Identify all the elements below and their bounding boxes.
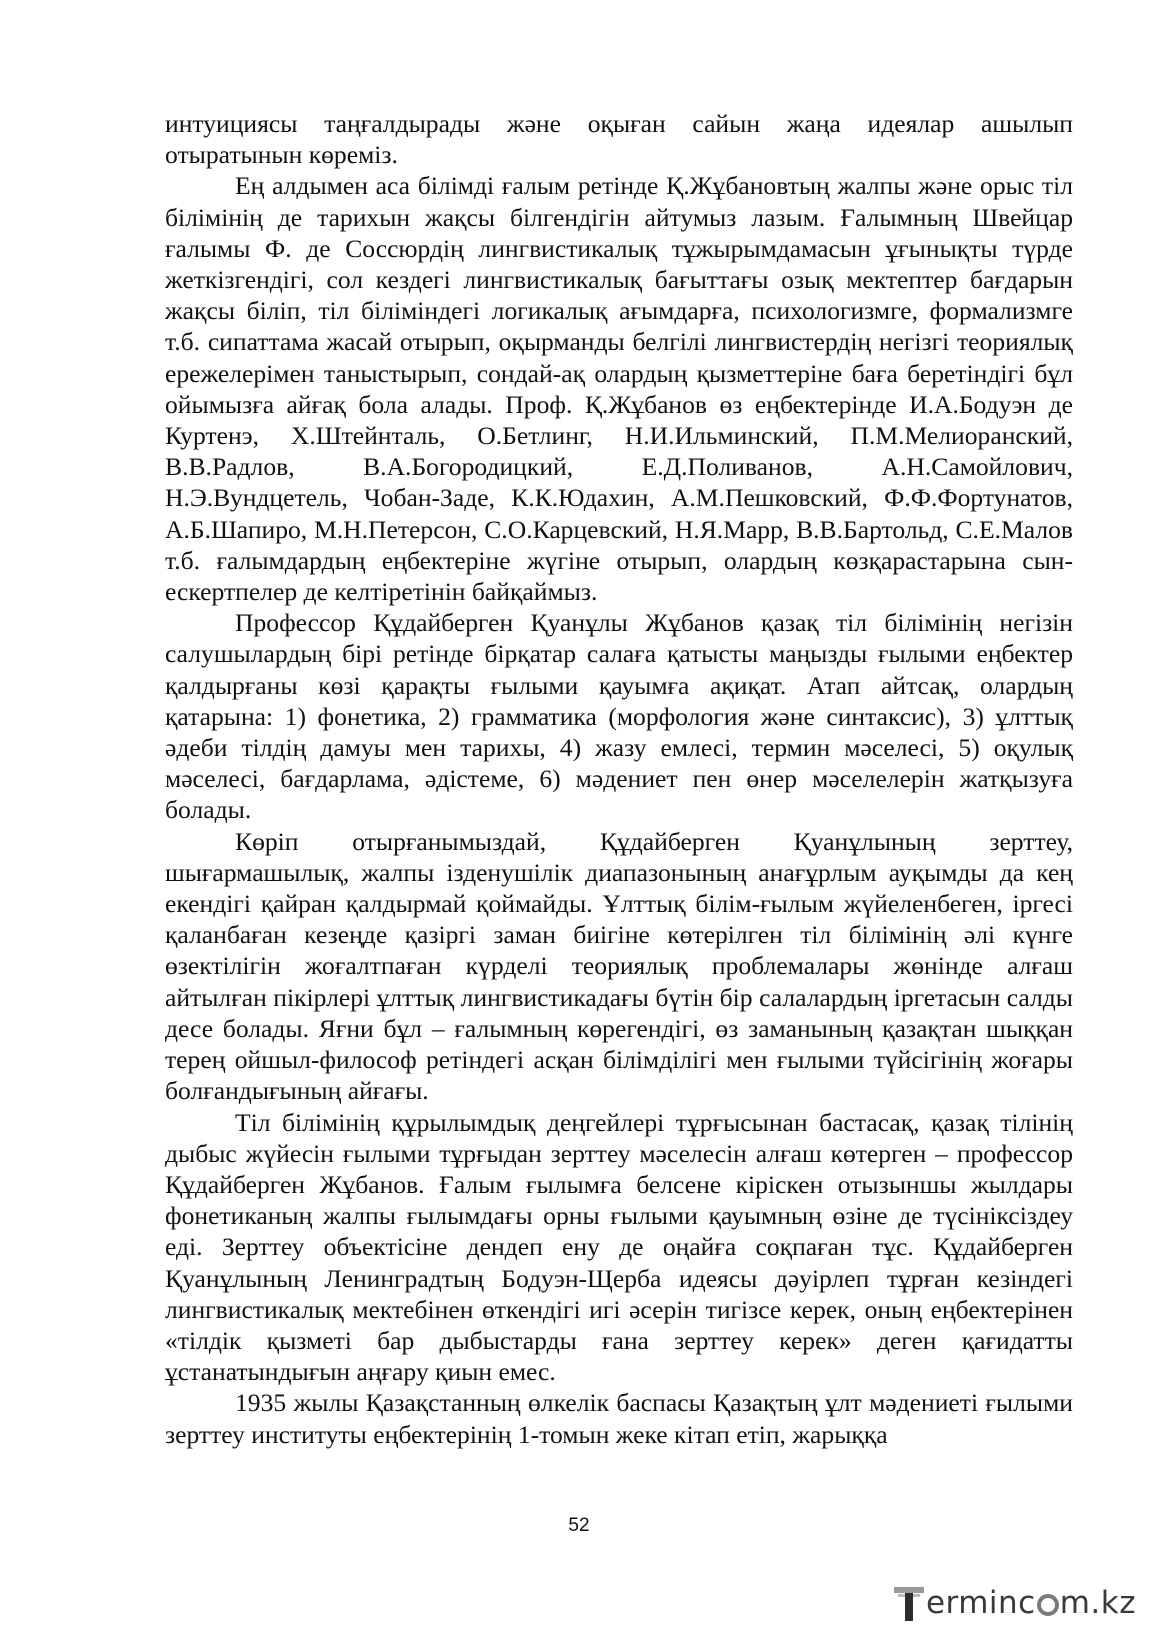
- terminology-t-logo-icon: [894, 1583, 924, 1623]
- paragraph-6: 1935 жылы Қазақстанның өлкелік баспасы Қазақтың ұлт мәдениеті ғылыми зерттеу институты еңбектерінің 1-томын жеке кітап етіп, жарыққа: [165, 1388, 1073, 1449]
- watermark-text-part-3: m.kz: [1059, 1585, 1136, 1621]
- paragraph-5: Тіл білімінің құрылымдық деңгейлері тұрғысынан бастасақ, қазақ тілінің дыбыс жүйесін ғылыми тұрғыдан зерттеу мәселесін алғаш көтерген – профессор Құдайберген Жұбанов. Ғалым ғылымға белсене кіріскен отызыншы жылдары фонетиканың жалпы ғылымдағы орны ғылыми қауымның өзіне де түсініксіздеу еді. Зерттеу объектісіне дендеп ену де оңайға соқпаған тұс. Құдайберген Қуанұлының Ленинградтың Бодуэн-Щерба идеясы дәуірлеп тұрған кезіндегі лингвистикалық мектебінен өткендігі игі әсерін тигізсе керек, оның еңбектерінен «тілдік қызметі бар дыбыстарды ғана зерттеу керек» деген қағидатты ұстанатындығын аңғару қиын емес.: [165, 1107, 1073, 1387]
- termincom-watermark: [894, 1579, 1136, 1627]
- ring-o-logo-icon: [1037, 1594, 1059, 1616]
- watermark-text-part-2: c: [1018, 1585, 1036, 1621]
- paragraph-3: Профессор Құдайберген Қуанұлы Жұбанов қазақ тіл білімінің негізін салушылардың бірі ретінде бірқатар салаға қатысты маңызды ғылыми еңбектер қалдырғаны көзі қарақты ғылыми қауымға ақиқат. Атап айтсақ, олардың қатарына: 1) фонетика, 2) грамматика (морфология және синтаксис), 3) ұлттық әдеби тілдің дамуы мен тарихы, 4) жазу емлесі, термин мәселесі, 5) оқулық мәселесі, бағдарлама, әдістеме, 6) мәдениет пен өнер мәселелерін жатқызуға болады.: [165, 608, 1073, 825]
- watermark-text-part-1: ermin: [925, 1585, 1019, 1621]
- body-text: [165, 108, 1073, 1450]
- paragraph-1: интуициясы таңғалдырады және оқыған сайын жаңа идеялар ашылып отыратынын көреміз.: [165, 109, 1073, 170]
- paragraph-2: Ең алдымен аса білімді ғалым ретінде Қ.Жұбановтың жалпы және орыс тіл білімінің де тарихын жақсы білгендігін айтумыз лазым. Ғалымның Швейцар ғалымы Ф. де Соссюрдің лингвистикалық тұжырымдамасын ұғынықты түрде жеткізгендігі, сол кездегі лингвистикалық бағыттағы озық мектептер бағдарын жақсы біліп, тіл біліміндегі логикалық ағымдарға, психологизмге, формализмге т.б. сипаттама жасай отырып, оқырманды белгілі лингвистердің негізгі теориялық ережелерімен таныстырып, сондай-ақ олардың қызметтеріне баға беретіндігі бұл ойымызға айғақ бола алады. Проф. Қ.Жұбанов өз еңбектерінде И.А.Бодуэн де Куртенэ, Х.Штейнталь, О.Бетлинг, Н.И.Ильминский, П.М.Мелиоранский, В.В.Радлов, В.А.Богородицкий, Е.Д.Поливанов, А.Н.Самойлович, Н.Э.Вундцетель, Чобан-Заде, К.К.Юдахин, А.М.Пешковский, Ф.Ф.Фортунатов, А.Б.Шапиро, М.Н.Петерсон, С.О.Карцевский, Н.Я.Марр, В.В.Бартольд, С.Е.Малов т.б. ғалымдардың еңбектеріне жүгіне отырып, олардың көзқарастарына сын-ескертпелер де келтіретінін байқаймыз.: [165, 171, 1073, 607]
- page-number: 52: [568, 1515, 590, 1536]
- paragraph-4: Көріп отырғанымыздай, Құдайберген Қуанұлының зерттеу, шығармашылық, жалпы ізденушілік диапазонының анағұрлым ауқымды да кең екендігі қайран қалдырмай қоймайды. Ұлттық білім-ғылым жүйеленбеген, іргесі қаланбаған кезеңде қазіргі заман биігіне көтерілген тіл білімінің әлі күнге өзектілігін жоғалтпаған күрделі теориялық проблемалары жөнінде алғаш айтылған пікірлері ұлттық лингвистикадағы бүтін бір салалардың іргетасын салды десе болады. Яғни бұл – ғалымның көрегендігі, өз заманының қазақтан шыққан терең ойшыл-философ ретіндегі асқан білімділігі мен ғылыми түйсігінің жоғары болғандығының айғағы.: [165, 826, 1073, 1106]
